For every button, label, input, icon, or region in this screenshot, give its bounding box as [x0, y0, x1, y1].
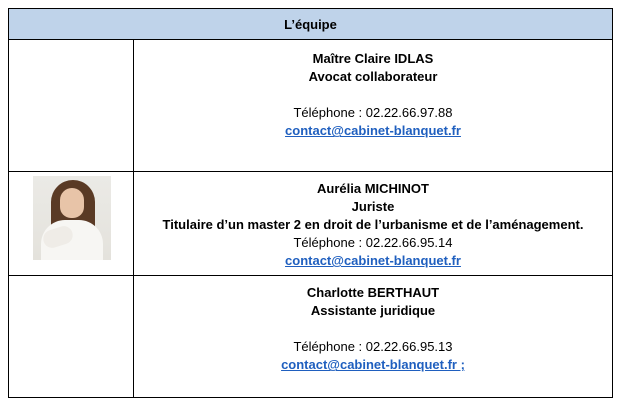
member-email-link[interactable]: contact@cabinet-blanquet.fr: [285, 253, 461, 269]
member-role: Assistante juridique: [310, 303, 436, 319]
photo-cell: [9, 172, 134, 276]
member-role: Avocat collaborateur: [308, 69, 438, 85]
table-row: [9, 172, 613, 276]
photo-cell-empty: [9, 40, 134, 172]
team-table: [8, 8, 613, 398]
member-photo: [33, 176, 111, 260]
member-email-link[interactable]: contact@cabinet-blanquet.fr: [285, 123, 461, 139]
member-phone: Téléphone : 02.22.66.97.88: [293, 105, 453, 121]
member-info: [134, 276, 613, 398]
member-phone: Téléphone : 02.22.66.95.13: [293, 339, 453, 355]
table-row: [9, 40, 613, 172]
member-info: [134, 172, 613, 276]
member-name: Maître Claire IDLAS: [312, 51, 434, 67]
table-title: L’équipe: [284, 16, 337, 32]
member-name: Charlotte BERTHAUT: [306, 285, 440, 301]
table-row: [9, 276, 613, 398]
member-phone: Téléphone : 02.22.66.95.14: [293, 235, 453, 251]
member-detail: Titulaire d’un master 2 en droit de l’urbanisme et de l’aménagement.: [162, 217, 584, 233]
member-info: [134, 40, 613, 172]
member-role: Juriste: [351, 199, 395, 215]
photo-cell-empty: [9, 276, 134, 398]
table-header: [9, 9, 613, 40]
member-name: Aurélia MICHINOT: [317, 181, 429, 197]
member-email-link[interactable]: contact@cabinet-blanquet.fr ;: [281, 357, 465, 373]
